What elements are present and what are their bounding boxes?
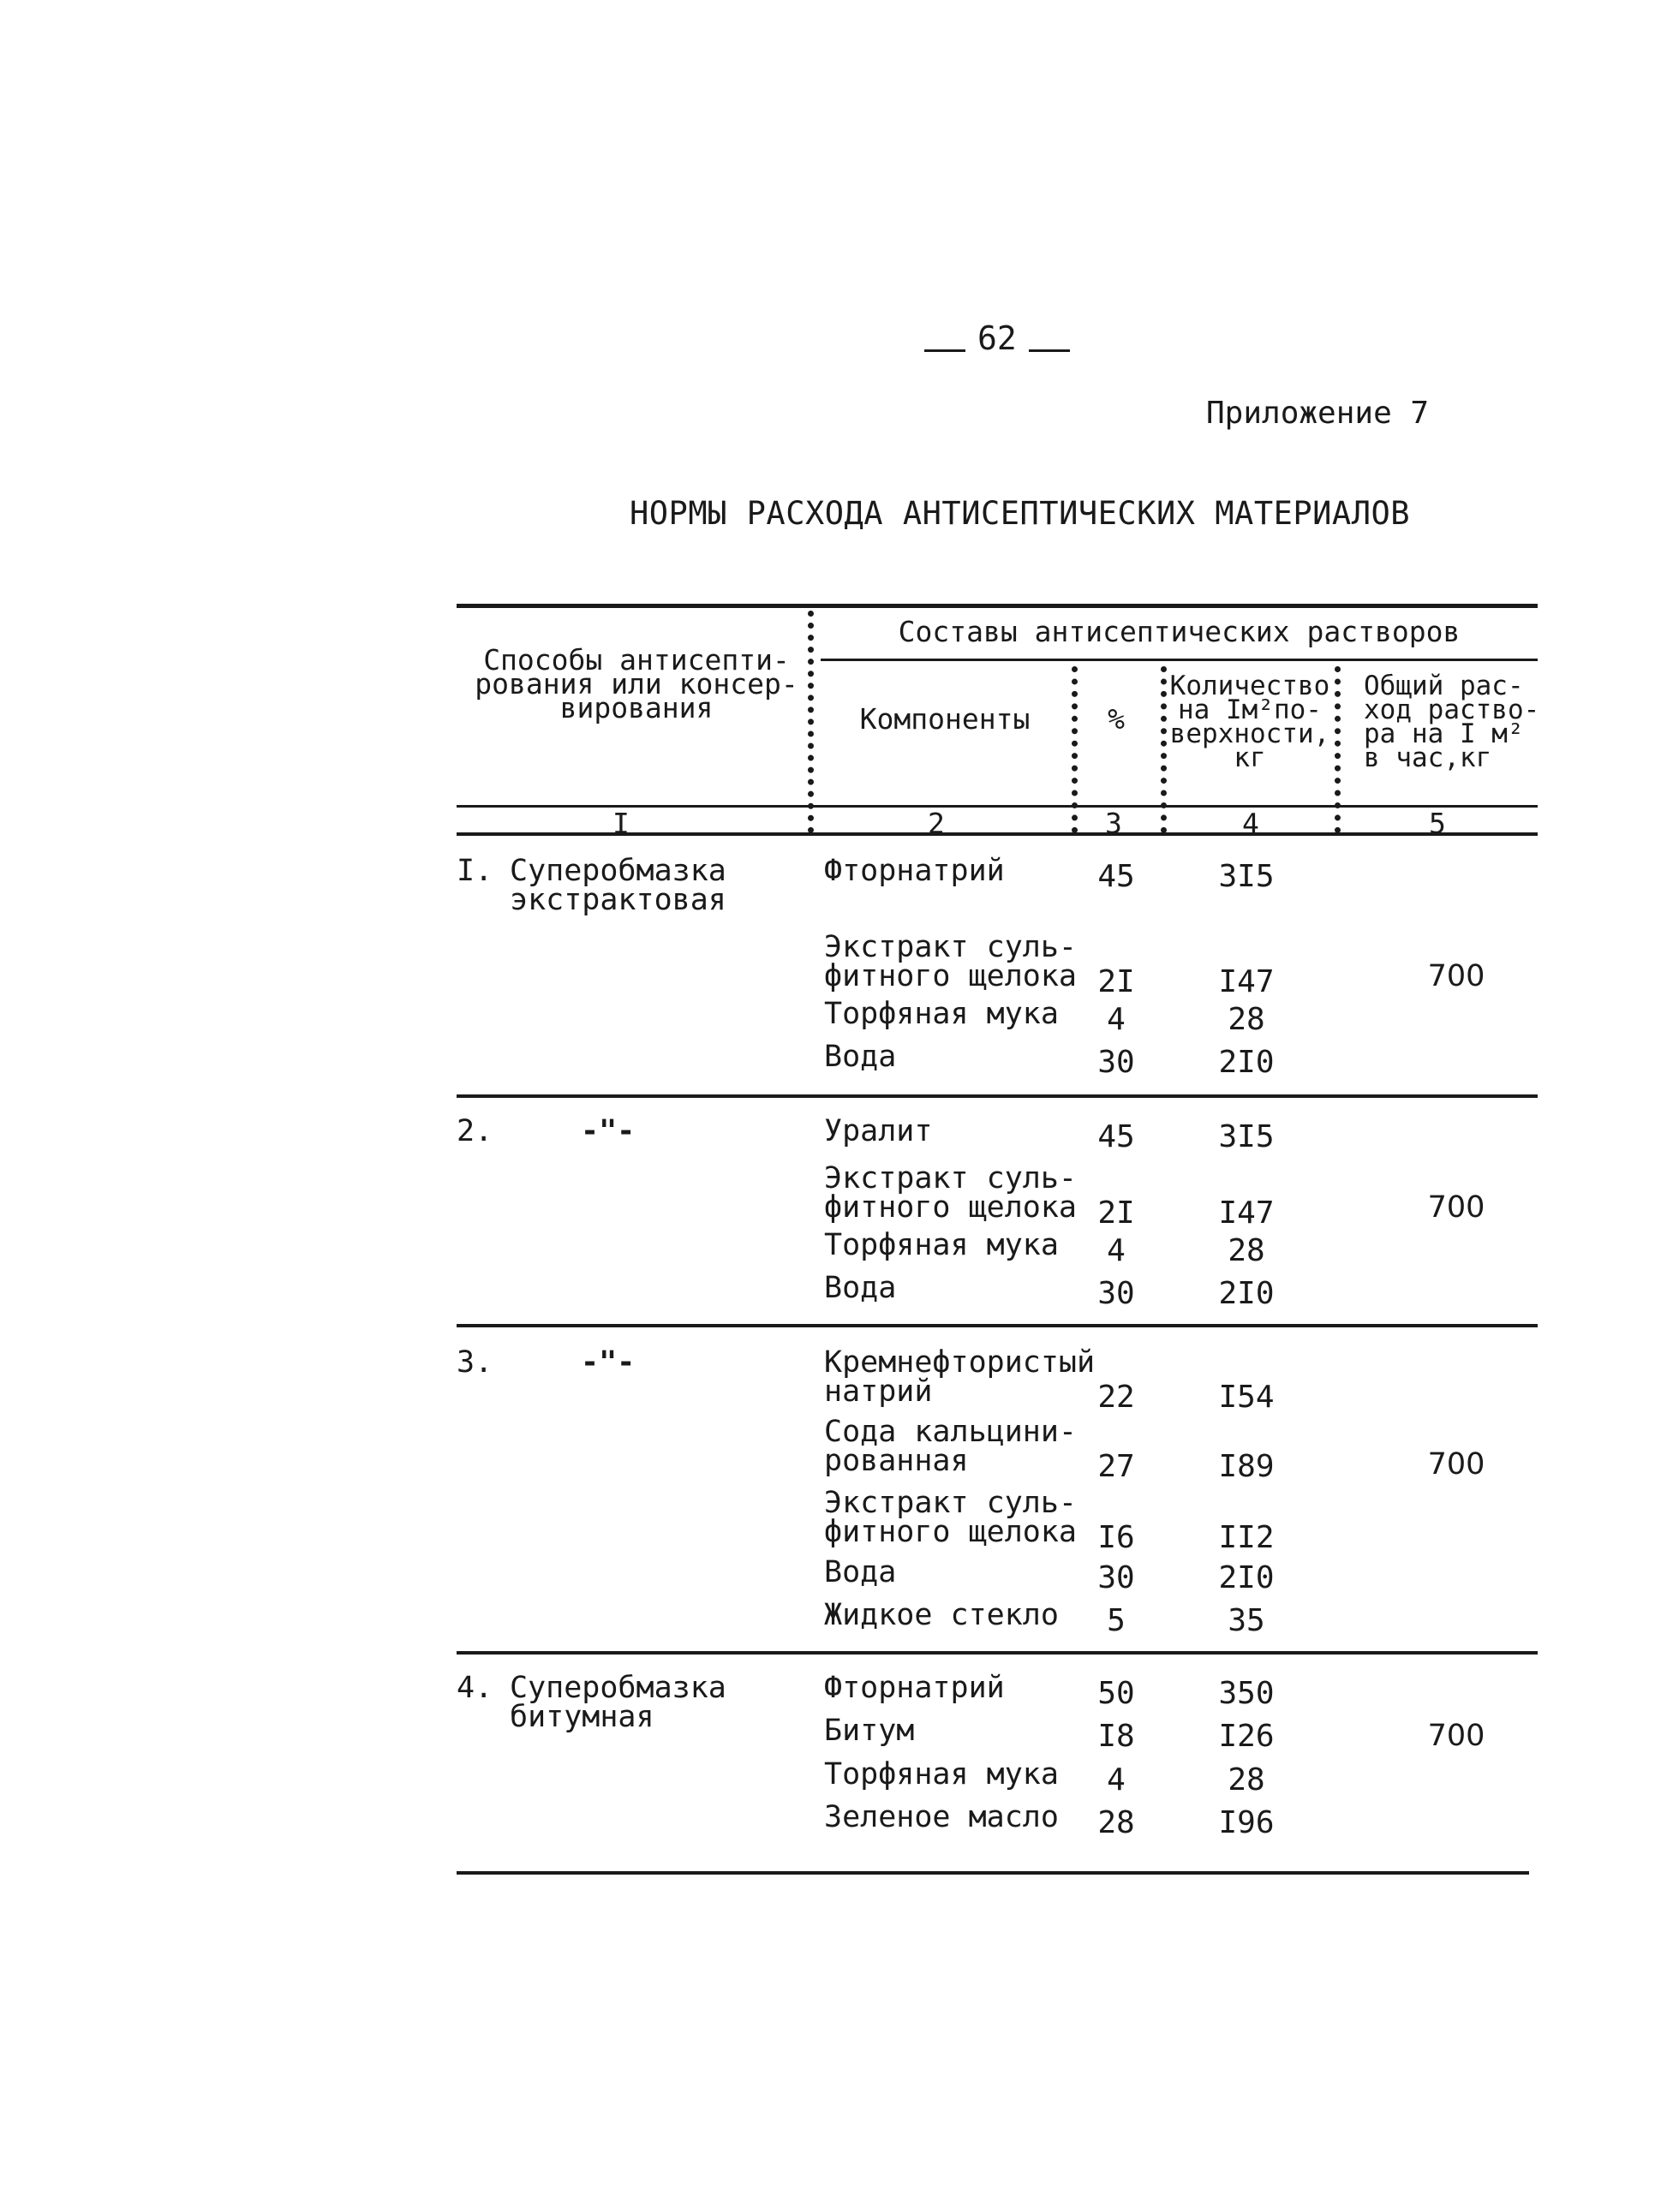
page-number: 62 xyxy=(912,319,1082,357)
row-number: I. xyxy=(457,854,493,888)
component-name: Торфяная мука xyxy=(824,997,1059,1031)
percent-value: I6 xyxy=(1097,1520,1135,1555)
component-name: Экстракт суль- xyxy=(824,930,1078,964)
component-name: фитного щелока xyxy=(824,1515,1078,1549)
row-divider-3 xyxy=(457,1651,1538,1655)
percent-value: I8 xyxy=(1097,1719,1135,1754)
page-number-dash-right xyxy=(1029,349,1070,352)
component-name: Зеленое масло xyxy=(824,1800,1059,1834)
component-name: Экстракт суль- xyxy=(824,1161,1078,1195)
percent-value: 28 xyxy=(1097,1805,1135,1840)
method-name: -"- xyxy=(581,1345,636,1380)
component-name: Экстракт суль- xyxy=(824,1486,1078,1520)
percent-value: 45 xyxy=(1097,859,1135,894)
percent-value: 4 xyxy=(1107,1002,1126,1037)
column-number: 5 xyxy=(1429,807,1446,840)
total-value: 700 xyxy=(1427,959,1485,993)
page-title: НОРМЫ РАСХОДА АНТИСЕПТИЧЕСКИХ МАТЕРИАЛОВ xyxy=(630,495,1411,532)
component-name: Фторнатрий xyxy=(824,1671,1005,1705)
component-name: фитного щелока xyxy=(824,959,1078,993)
component-name: Торфяная мука xyxy=(824,1757,1059,1792)
column-number: 3 xyxy=(1105,807,1122,840)
header-total: Общий рас- ход раство- ра на I м² в час,кг xyxy=(1364,671,1540,773)
component-name: Фторнатрий xyxy=(824,854,1005,888)
percent-value: 2I xyxy=(1097,964,1135,999)
quantity-value: 28 xyxy=(1228,1233,1265,1268)
percent-value: 45 xyxy=(1097,1119,1135,1154)
header-method: Способы антисепти- рования или консер- вирования xyxy=(475,643,798,724)
quantity-value: I96 xyxy=(1218,1805,1275,1840)
appendix-label: Приложение 7 xyxy=(1206,396,1430,431)
quantity-value: I47 xyxy=(1218,964,1275,999)
percent-value: 50 xyxy=(1097,1676,1135,1711)
quantity-value: 28 xyxy=(1228,1002,1265,1037)
group-header-rule xyxy=(821,659,1538,661)
component-name: натрий xyxy=(824,1374,933,1409)
quantity-value: 35 xyxy=(1228,1603,1265,1638)
component-name: Кремнефтористый xyxy=(824,1345,1096,1380)
quantity-value: 2I0 xyxy=(1218,1276,1275,1311)
quantity-value: I26 xyxy=(1218,1719,1275,1754)
total-value: 700 xyxy=(1427,1447,1485,1482)
method-name: Суперобмазка xyxy=(510,1671,726,1705)
row-number: 2. xyxy=(457,1114,493,1148)
header-percent: % xyxy=(1108,702,1125,736)
percent-value: 30 xyxy=(1097,1045,1135,1080)
col-separator-1 xyxy=(808,611,814,833)
header-quantity: Количество на Iм²по- верхности, кг xyxy=(1169,671,1330,773)
column-number: 4 xyxy=(1242,807,1259,840)
row-divider-1 xyxy=(457,1094,1538,1098)
method-name: экстрактовая xyxy=(510,883,726,917)
quantity-value: 350 xyxy=(1218,1676,1275,1711)
method-name: битумная xyxy=(510,1700,654,1734)
total-value: 700 xyxy=(1427,1190,1485,1225)
quantity-value: I54 xyxy=(1218,1380,1275,1415)
row-number: 3. xyxy=(457,1345,493,1380)
quantity-value: 3I5 xyxy=(1218,859,1275,894)
component-name: рованная xyxy=(824,1444,969,1478)
percent-value: 22 xyxy=(1097,1380,1135,1415)
quantity-value: I47 xyxy=(1218,1195,1275,1231)
percent-value: 30 xyxy=(1097,1560,1135,1595)
col-separator-4 xyxy=(1335,666,1341,833)
row-divider-2 xyxy=(457,1324,1538,1327)
percent-value: 2I xyxy=(1097,1195,1135,1231)
header-components: Компоненты xyxy=(859,702,1031,736)
quantity-value: 2I0 xyxy=(1218,1045,1275,1080)
table-top-rule xyxy=(457,604,1538,608)
page-number-dash-left xyxy=(924,349,965,352)
component-name: Вода xyxy=(824,1555,897,1589)
component-name: Вода xyxy=(824,1040,897,1074)
percent-value: 5 xyxy=(1107,1603,1126,1638)
component-name: Битум xyxy=(824,1714,915,1748)
component-name: Жидкое стекло xyxy=(824,1598,1059,1632)
percent-value: 27 xyxy=(1097,1449,1135,1484)
percent-value: 4 xyxy=(1107,1233,1126,1268)
row-number: 4. xyxy=(457,1671,493,1705)
component-name: фитного щелока xyxy=(824,1190,1078,1225)
column-number: I xyxy=(612,807,630,840)
column-number: 2 xyxy=(928,807,945,840)
quantity-value: I89 xyxy=(1218,1449,1275,1484)
total-value: 700 xyxy=(1427,1719,1485,1753)
percent-value: 30 xyxy=(1097,1276,1135,1311)
col-separator-2 xyxy=(1072,666,1078,833)
method-name: -"- xyxy=(581,1114,636,1148)
header-group: Составы антисептических растворов xyxy=(898,615,1461,648)
table-bottom-rule xyxy=(457,1871,1529,1875)
component-name: Торфяная мука xyxy=(824,1228,1059,1262)
component-name: Сода кальцини- xyxy=(824,1415,1078,1449)
quantity-value: II2 xyxy=(1218,1520,1275,1555)
percent-value: 4 xyxy=(1107,1762,1126,1798)
component-name: Вода xyxy=(824,1271,897,1305)
method-name: Суперобмазка xyxy=(510,854,726,888)
quantity-value: 3I5 xyxy=(1218,1119,1275,1154)
component-name: Уралит xyxy=(824,1114,933,1148)
quantity-value: 2I0 xyxy=(1218,1560,1275,1595)
quantity-value: 28 xyxy=(1228,1762,1265,1798)
